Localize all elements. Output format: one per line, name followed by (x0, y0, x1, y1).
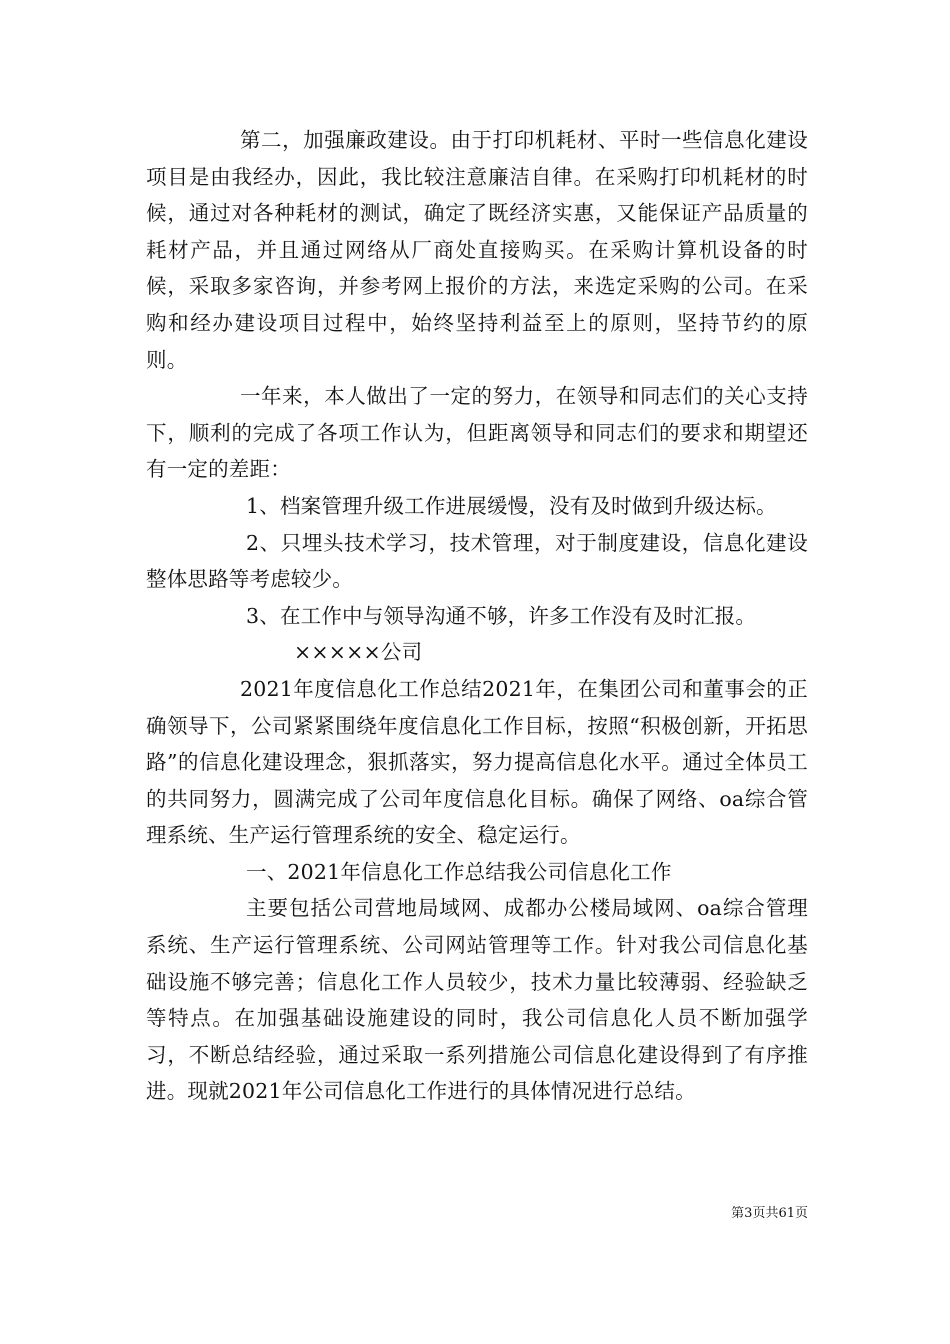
list-item-shortcoming-2: 2、只埋头技术学习，技术管理，对于制度建设，信息化建设整体思路等考虑较少。 (146, 530, 808, 592)
list-item-shortcoming-3: 3、在工作中与领导沟通不够，许多工作没有及时汇报。 (246, 603, 757, 628)
paragraph-integrity: 第二，加强廉政建设。由于打印机耗材、平时一些信息化建设项目是由我经办，因此，我比较注意廉洁自律。在采购打印机耗材的时候，通过对各种耗材的测试，确定了既经济实惠，又能保证产品质量的耗材产品，并且通过网络从厂商处直接购买。在采购计算机设备的时候，采取多家咨询，并参考网上报价的方法，来选定采购的公司。在采购和经办建设项目过程中，始终坚持利益至上的原则，坚持节约的原则。 (146, 128, 808, 372)
page-number-footer: 第3页共61页 (731, 1206, 808, 1221)
list-item-shortcoming-1: 1、档案管理升级工作进展缓慢，没有及时做到升级达标。 (246, 493, 777, 518)
paragraph-scope: 主要包括公司营地局域网、成都办公楼局域网、oa综合管理系统、生产运行管理系统、公司网站管理等工作。针对我公司信息化基础设施不够完善；信息化工作人员较少，技术力量比较薄弱、经验缺乏等特点。在加强基础设施建设的同时，我公司信息化人员不断加强学习，不断总结经验，通过采取一系列措施公司信息化建设得到了有序推进。现就2021年公司信息化工作进行的具体情况进行总结。 (146, 896, 808, 1104)
document-body (146, 122, 808, 1110)
paragraph-summary-shortcomings: 一年来，本人做出了一定的努力，在领导和同志们的关心支持下，顺利的完成了各项工作认为，但距离领导和同志们的要求和期望还有一定的差距： (146, 384, 808, 482)
company-name-heading: ×××××公司 (294, 640, 423, 665)
section-heading-1: 一、2021年信息化工作总结我公司信息化工作 (246, 859, 672, 884)
paragraph-annual-summary: 2021年度信息化工作总结2021年，在集团公司和董事会的正确领导下，公司紧紧围绕年度信息化工作目标，按照“积极创新，开拓思路”的信息化建设理念，狠抓落实，努力提高信息化水平。通过全体员工的共同努力，圆满完成了公司年度信息化目标。确保了网络、oa综合管理系统、生产运行管理系统的安全、稳定运行。 (146, 676, 808, 848)
